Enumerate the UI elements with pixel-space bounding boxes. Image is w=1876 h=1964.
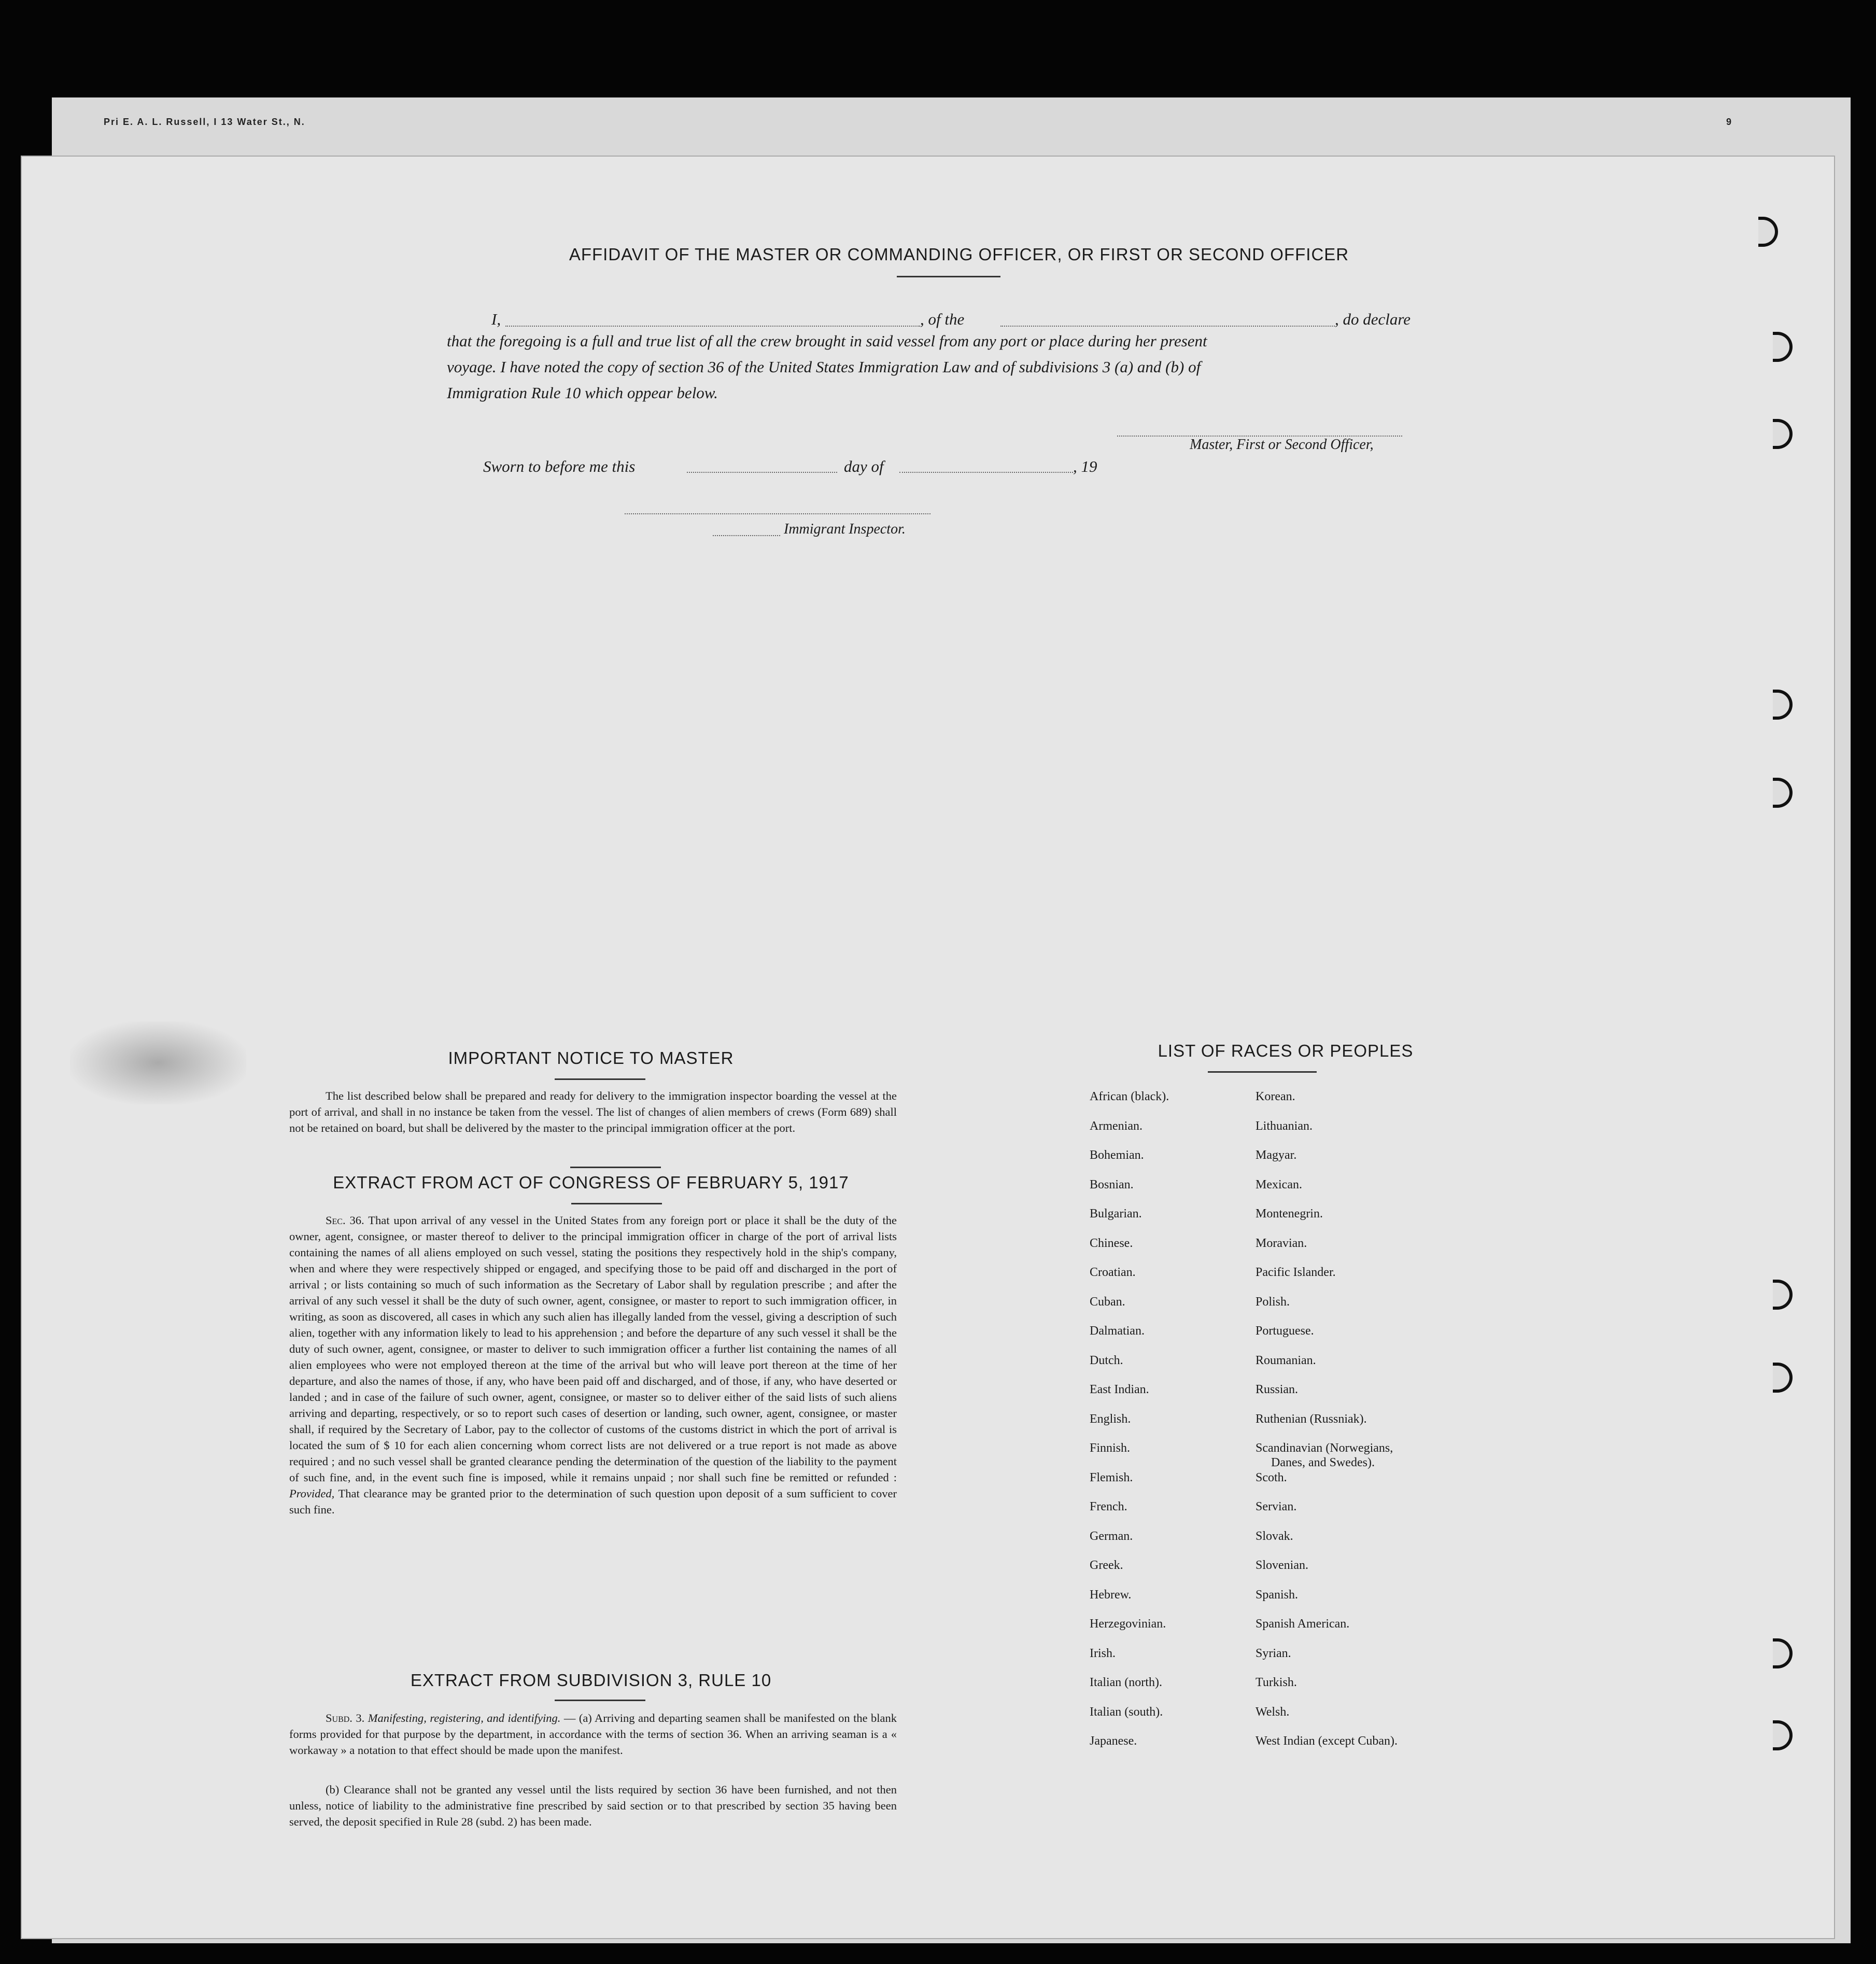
extract-act-title: EXTRACT FROM ACT OF CONGRESS OF FEBRUARY 5, 1917 bbox=[333, 1173, 849, 1192]
sworn-day-blank[interactable] bbox=[687, 472, 837, 473]
race-item: Welsh. bbox=[1256, 1705, 1290, 1719]
race-item: French. bbox=[1090, 1500, 1127, 1513]
race-item: Syrian. bbox=[1256, 1646, 1291, 1660]
race-item: Spanish American. bbox=[1256, 1617, 1350, 1631]
affidavit-do-declare: , do declare bbox=[1335, 310, 1411, 328]
race-item: Flemish. bbox=[1090, 1470, 1133, 1484]
race-item: Moravian. bbox=[1256, 1236, 1307, 1250]
affidavit-line-4: Immigration Rule 10 which oppear below. bbox=[447, 384, 718, 402]
race-item: Irish. bbox=[1090, 1646, 1116, 1660]
affidavit-of-the: , of the bbox=[920, 310, 965, 328]
race-item: Chinese. bbox=[1090, 1236, 1133, 1250]
race-item: Slovak. bbox=[1256, 1529, 1293, 1543]
races-title: LIST OF RACES OR PEOPLES bbox=[1158, 1041, 1414, 1060]
race-item: Spanish. bbox=[1256, 1588, 1299, 1602]
race-item: Polish. bbox=[1256, 1295, 1290, 1309]
race-item: Lithuanian. bbox=[1256, 1119, 1313, 1133]
races-scandinavian-cont: Danes, and Swedes). bbox=[1271, 1456, 1375, 1469]
notice-end-rule bbox=[570, 1167, 661, 1168]
race-item: Pacific Islander. bbox=[1256, 1266, 1336, 1279]
race-item: Dutch. bbox=[1090, 1353, 1123, 1367]
extract-rule-title: EXTRACT FROM SUBDIVISION 3, RULE 10 bbox=[410, 1671, 772, 1690]
race-item: Scandinavian (Norwegians, bbox=[1256, 1441, 1393, 1455]
race-item: Slovenian. bbox=[1256, 1559, 1308, 1572]
race-item: West Indian (except Cuban). bbox=[1256, 1734, 1398, 1748]
race-item: Montenegrin. bbox=[1256, 1207, 1323, 1221]
inspector-lead-dots bbox=[713, 535, 780, 536]
race-item: German. bbox=[1090, 1529, 1133, 1543]
race-item: Italian (south). bbox=[1090, 1705, 1163, 1719]
race-item: Bohemian. bbox=[1090, 1148, 1144, 1162]
sec-36-body: That upon arrival of any vessel in the United States from any foreign port or place it shall be the duty of the owner, agent, consignee, or master thereof to deliver to the principal immigration officer in charge of the port of arrival lists containing the names of all aliens employed on such vessel, stating the positions they respectively hold in the ship's company, when and where they were respectively shipped or engaged, and specifying those to be paid off and discharged in the port of arrival ; or lists containing so much of such information as the Secretary of Labor shall by regulation prescribe ; and after the arrival of any such vessel it shall be the duty of such owner, agent, consignee, or master to report to such immigration officer, in writing, as soon as discovered, all cases in which any such alien has illegally landed from the vessel, giving a description of such alien, together with any information likely to lead to his apprehension ; and before the departure of any such vessel it shall be the duty of such owner, agent, consignee, or master to deliver to such immigration officer a further list containing the names of all alien employees who were not employed thereon at the time of the arrival but who will leave port thereon at the time of her departure, and also the names of those, if any, who have been paid off and discharged, and of those, if any, who have deserted or landed ; and in case of the failure of such owner, agent, consignee, or master so to deliver either of the said lists of such aliens arriving and departing, respectively, or so to report such cases of desertion or landing, such owner, agent, consignee, or master shall, if required by the Secretary of Labor, pay to the collector of customs of the customs district in which the port of arrival is located the sum of $ 10 for each alien concerning whom correct lists are not delivered or a true report is not made as above required ; and no such vessel shall be granted clearance pending the determination of the question of the liability to the payment of such fine, and, in the event such fine is imposed, while it remains unpaid ; nor shall such fine be remitted or refunded : bbox=[289, 1214, 897, 1484]
race-item: Ruthenian (Russniak). bbox=[1256, 1412, 1367, 1426]
race-item: Croatian. bbox=[1090, 1266, 1136, 1279]
race-item: Portuguese. bbox=[1256, 1324, 1314, 1338]
race-item: East Indian. bbox=[1090, 1383, 1149, 1396]
race-item: Armenian. bbox=[1090, 1119, 1142, 1133]
race-item: African (black). bbox=[1090, 1090, 1169, 1103]
printer-line: Pri E. A. L. Russell, I 13 Water St., N. bbox=[104, 117, 305, 127]
race-item: Servian. bbox=[1256, 1500, 1297, 1513]
affidavit-line-2: that the foregoing is a full and true list of all the crew brought in said vessel from any port or place during her present bbox=[447, 332, 1207, 350]
affidavit-title: AFFIDAVIT OF THE MASTER OR COMMANDING OFFICER, OR FIRST OR SECOND OFFICER bbox=[569, 245, 1349, 264]
race-item: Mexican. bbox=[1256, 1177, 1302, 1191]
notice-title: IMPORTANT NOTICE TO MASTER bbox=[448, 1048, 734, 1068]
master-signature-label: Master, First or Second Officer, bbox=[1190, 437, 1374, 453]
races-title-rule bbox=[1208, 1071, 1317, 1073]
race-item: Finnish. bbox=[1090, 1441, 1131, 1455]
extract-rule-para-b: (b) Clearance shall not be granted any vessel until the lists required by section 36 have been furnished, and not then unless, notice of liability to the administrative fine prescribed by said section or to that prescribed by section 35 having been served, the deposit specified in Rule 28 (subd. 2) has been made. bbox=[289, 1783, 897, 1828]
name-blank[interactable] bbox=[505, 326, 920, 327]
race-item: Korean. bbox=[1256, 1090, 1295, 1103]
sworn-month-blank[interactable] bbox=[899, 472, 1073, 473]
race-item: Greek. bbox=[1090, 1559, 1123, 1572]
extract-rule-title-rule bbox=[555, 1700, 645, 1701]
extract-rule-para-a bbox=[289, 1710, 897, 1758]
subd-label: Subd. 3. bbox=[326, 1712, 365, 1724]
affidavit-line-3: voyage. I have noted the copy of section 36 of the United States Immigration Law and of subdivisions 3 (a) and (b) of bbox=[447, 358, 1201, 376]
subd-heading: Manifesting, registering, and identifying. bbox=[368, 1712, 561, 1724]
extract-act-title-rule bbox=[571, 1203, 662, 1204]
race-item: English. bbox=[1090, 1412, 1131, 1426]
race-item: Bulgarian. bbox=[1090, 1207, 1142, 1221]
race-item: Dalmatian. bbox=[1090, 1324, 1145, 1338]
race-item: Scoth. bbox=[1256, 1470, 1287, 1484]
race-item: Russian. bbox=[1256, 1383, 1299, 1396]
position-blank[interactable] bbox=[1000, 326, 1335, 327]
race-item: Bosnian. bbox=[1090, 1177, 1134, 1191]
sec-label: Sec. 36. bbox=[326, 1214, 364, 1227]
race-item: Magyar. bbox=[1256, 1148, 1297, 1162]
para-a-text: — (a) Arriving and departing seamen shall be manifested on the blank forms provided for that purpose by the department, in accordance with the terms of section 36. When an arriving seaman is a « workaway » a notation to that effect should be made upon the manifest. bbox=[289, 1712, 897, 1757]
sworn-label: Sworn to before me this bbox=[483, 457, 636, 475]
race-item: Italian (north). bbox=[1090, 1676, 1162, 1689]
inspector-label: Immigrant Inspector. bbox=[784, 521, 906, 537]
extract-act-text bbox=[289, 1212, 897, 1518]
inspector-signature-line[interactable] bbox=[625, 513, 930, 514]
ink-smudge bbox=[70, 1021, 246, 1104]
race-item: Roumanian. bbox=[1256, 1353, 1316, 1367]
notice-title-rule bbox=[555, 1078, 645, 1080]
notice-text: The list described below shall be prepared and ready for delivery to the immigration inspector boarding the vessel at the port of arrival, and shall in no instance be taken from the vessel. The list of changes of alien members of crews (Form 689) shall not be retained on board, but shall be delivered by the master to the principal immigration officer at the port. bbox=[289, 1089, 897, 1134]
sec-36-end: That clearance may be granted prior to the determination of such question upon deposit of a sum sufficient to cover such fine. bbox=[289, 1487, 897, 1516]
race-item: Hebrew. bbox=[1090, 1588, 1132, 1602]
race-item: Turkish. bbox=[1256, 1676, 1297, 1689]
printer-page-number: 9 bbox=[1726, 117, 1732, 127]
race-item: Herzegovinian. bbox=[1090, 1617, 1166, 1631]
affidavit-title-rule bbox=[897, 276, 1000, 277]
provided-label: Provided, bbox=[289, 1487, 335, 1500]
race-item: Cuban. bbox=[1090, 1295, 1125, 1309]
sworn-year: , 19 bbox=[1073, 457, 1097, 475]
affidavit-i: I, bbox=[491, 310, 501, 328]
race-item: Japanese. bbox=[1090, 1734, 1137, 1748]
sworn-day-of: day of bbox=[844, 457, 884, 475]
